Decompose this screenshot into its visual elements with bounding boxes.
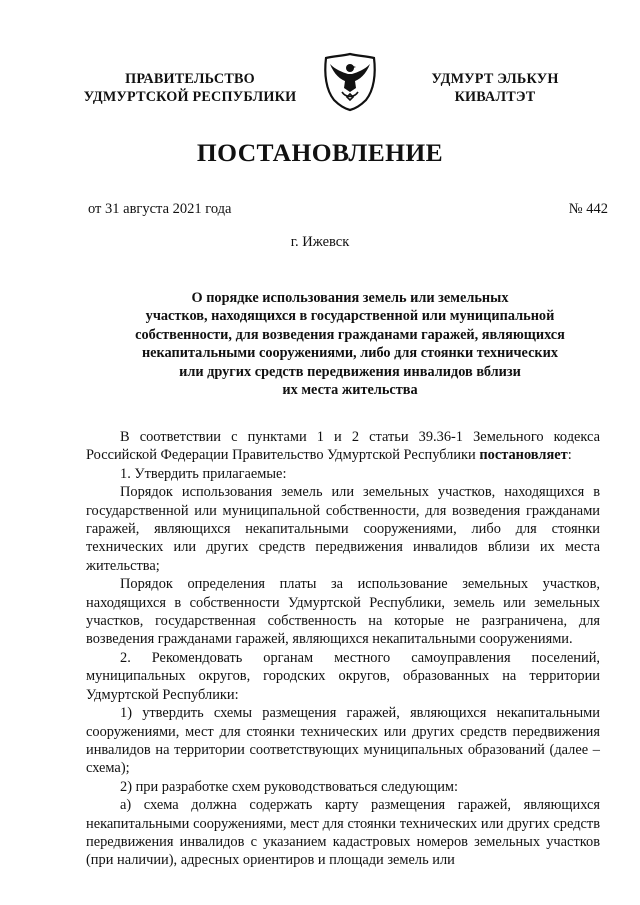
header-government-name-udmurt — [400, 70, 590, 106]
paragraph-subitem-1: 1) утвердить схемы размещения гаражей, являющихся некапитальными сооружениями, мест для стоянки технических или других средств передвижения инвалидов на территории соответствующих муниципальных образований (далее – схема); — [86, 705, 600, 777]
subject-line: их места жительства — [282, 382, 418, 399]
document-number: № 442 — [568, 201, 608, 217]
paragraph-procedure-use: Порядок использования земель или земельных участков, находящихся в государственной или муниципальной собственности, для возведения гражданами гаражей, являющихся некапитальными сооружениями, либо для стоянки технических или других средств передвижения инвалидов вблизи их места жительства; — [86, 484, 600, 574]
header-right-line2: КИВАЛТЭТ — [454, 89, 536, 105]
paragraph-subitem-2: 2) при разработке схем руководствоваться следующим: — [120, 778, 459, 795]
header-right-line1: УДМУРТ ЭЛЬКУН — [431, 71, 559, 87]
document-body — [86, 428, 600, 870]
subject-line: собственности, для возведения гражданами гаражей, являющихся — [135, 326, 565, 343]
preamble-decree-word: постановляет — [479, 447, 568, 464]
paragraph-subitem-a: а) схема должна содержать карту размещения гаражей, являющихся некапитальными сооружениями, мест для стоянки технических или других средств передвижения инвалидов с указанием кадастровых номеров земельных участков (при наличии), адресных ориентиров и площади земель или — [86, 797, 600, 869]
subject-line: некапитальными сооружениями, либо для стоянки технических — [141, 345, 559, 362]
preamble-text: В соответствии с пунктами 1 и 2 статьи 39.36-1 Земельного кодекса Российской Федерации Правительство Удмуртской Республики — [86, 429, 600, 464]
subject-line: или других средств передвижения инвалидов вблизи — [179, 363, 521, 380]
paragraph-preamble — [86, 428, 600, 465]
document-date: от 31 августа 2021 года — [88, 201, 232, 217]
subject-line: О порядке использования земель или земельных — [191, 290, 509, 306]
header-left-line2: УДМУРТСКОЙ РЕСПУБЛИКИ — [83, 89, 297, 105]
paragraph-item-1: 1. Утвердить прилагаемые: — [120, 465, 287, 482]
preamble-end: : — [567, 447, 572, 464]
coat-of-arms-icon — [320, 52, 380, 112]
document-city: г. Ижевск — [290, 234, 350, 250]
document-title: ПОСТАНОВЛЕНИЕ — [196, 138, 444, 167]
document-subject — [130, 289, 570, 399]
paragraph-procedure-fee: Порядок определения платы за использование земельных участков, находящихся в собственности Удмуртской Республики, земель или земельных участков, государственная собственность на которые не разграничена, для возведения гражданами гаражей, являющихся некапитальными сооружениями. — [86, 576, 600, 648]
header-government-name — [70, 70, 310, 106]
subject-line: участков, находящихся в государственной или муниципальной — [145, 308, 555, 325]
header-left-line1: ПРАВИТЕЛЬСТВО — [125, 71, 255, 87]
paragraph-item-2: 2. Рекомендовать органам местного самоуправления поселений, муниципальных округов, городских округов, образованных на территории Удмуртской Республики: — [86, 649, 600, 703]
